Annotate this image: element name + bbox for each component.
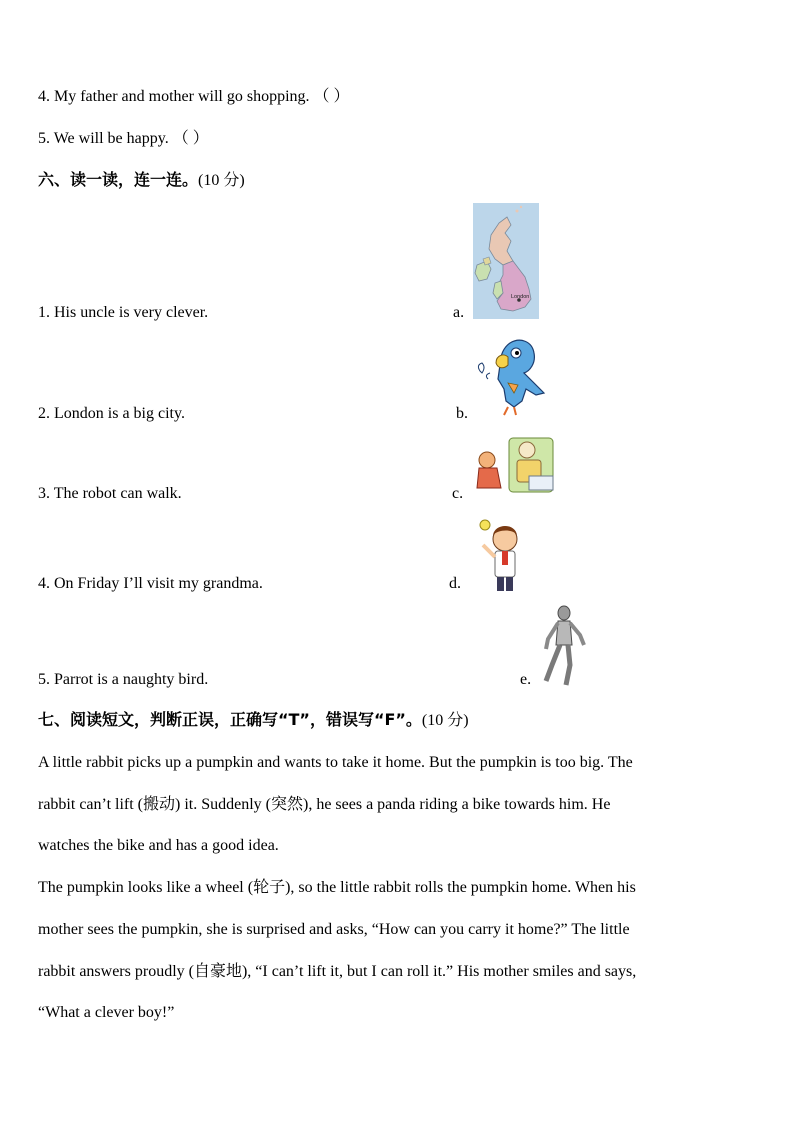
passage-line-2: rabbit can’t lift (搬动) it. Suddenly (突然), he sees a panda riding a bike towards him. He bbox=[38, 795, 611, 813]
section-7-heading bbox=[38, 710, 469, 731]
section-6-title: 六、读一读，连一连。 bbox=[38, 170, 199, 189]
match-sentence-4: 4. On Friday I’ll visit my grandma. bbox=[38, 575, 263, 592]
prev-item-5 bbox=[38, 129, 209, 149]
match-sentence-1: 1. His uncle is very clever. bbox=[38, 304, 209, 321]
prev-item-4-text: 4. My father and mother will go shopping. bbox=[38, 88, 310, 105]
reading-passage bbox=[38, 742, 758, 1034]
passage-line-1: A little rabbit picks up a pumpkin and wants to take it home. But the pumpkin is too big. The bbox=[38, 754, 633, 771]
map-london-label: London bbox=[511, 294, 530, 300]
passage-line-6: rabbit answers proudly (自豪地), “I can’t lift it, but I can roll it.” His mother smiles and says, bbox=[38, 962, 637, 980]
match-sentence-2: 2. London is a big city. bbox=[38, 405, 185, 422]
section-6-score: (10 分) bbox=[198, 172, 245, 189]
uk-map-image bbox=[473, 203, 539, 319]
walking-robot-image bbox=[538, 605, 588, 689]
prev-item-5-text: 5. We will be happy. bbox=[38, 130, 169, 147]
grandma-image bbox=[473, 436, 557, 496]
match-sentence-5: 5. Parrot is a naughty bird. bbox=[38, 671, 209, 688]
prev-item-4-answer-paren[interactable]: （ ） bbox=[313, 88, 350, 105]
passage-line-3: watches the bike and has a good idea. bbox=[38, 837, 279, 855]
parrot-image bbox=[474, 335, 552, 417]
match-sentence-3: 3. The robot can walk. bbox=[38, 485, 182, 502]
clever-boy-image bbox=[471, 517, 527, 593]
passage-line-4: The pumpkin looks like a wheel (轮子), so the little rabbit rolls the pumpkin home. When his bbox=[38, 879, 636, 897]
option-letter-a: a. bbox=[453, 304, 465, 321]
passage-line-5: mother sees the pumpkin, she is surprised and asks, “How can you carry it home?” The little bbox=[38, 920, 630, 938]
section-6-heading bbox=[38, 170, 245, 191]
prev-item-4 bbox=[38, 87, 350, 107]
option-letter-b: b. bbox=[456, 405, 468, 422]
prev-item-5-answer-paren[interactable]: （ ） bbox=[172, 130, 209, 147]
option-letter-d: d. bbox=[449, 575, 461, 592]
section-7-title: 七、阅读短文，判断正误，正确写“T”，错误写“F”。 bbox=[38, 710, 422, 729]
section-7-score: (10 分) bbox=[421, 712, 469, 729]
option-letter-e: e. bbox=[520, 671, 532, 688]
option-letter-c: c. bbox=[452, 485, 464, 502]
passage-line-7: “What a clever boy!” bbox=[38, 1004, 175, 1022]
